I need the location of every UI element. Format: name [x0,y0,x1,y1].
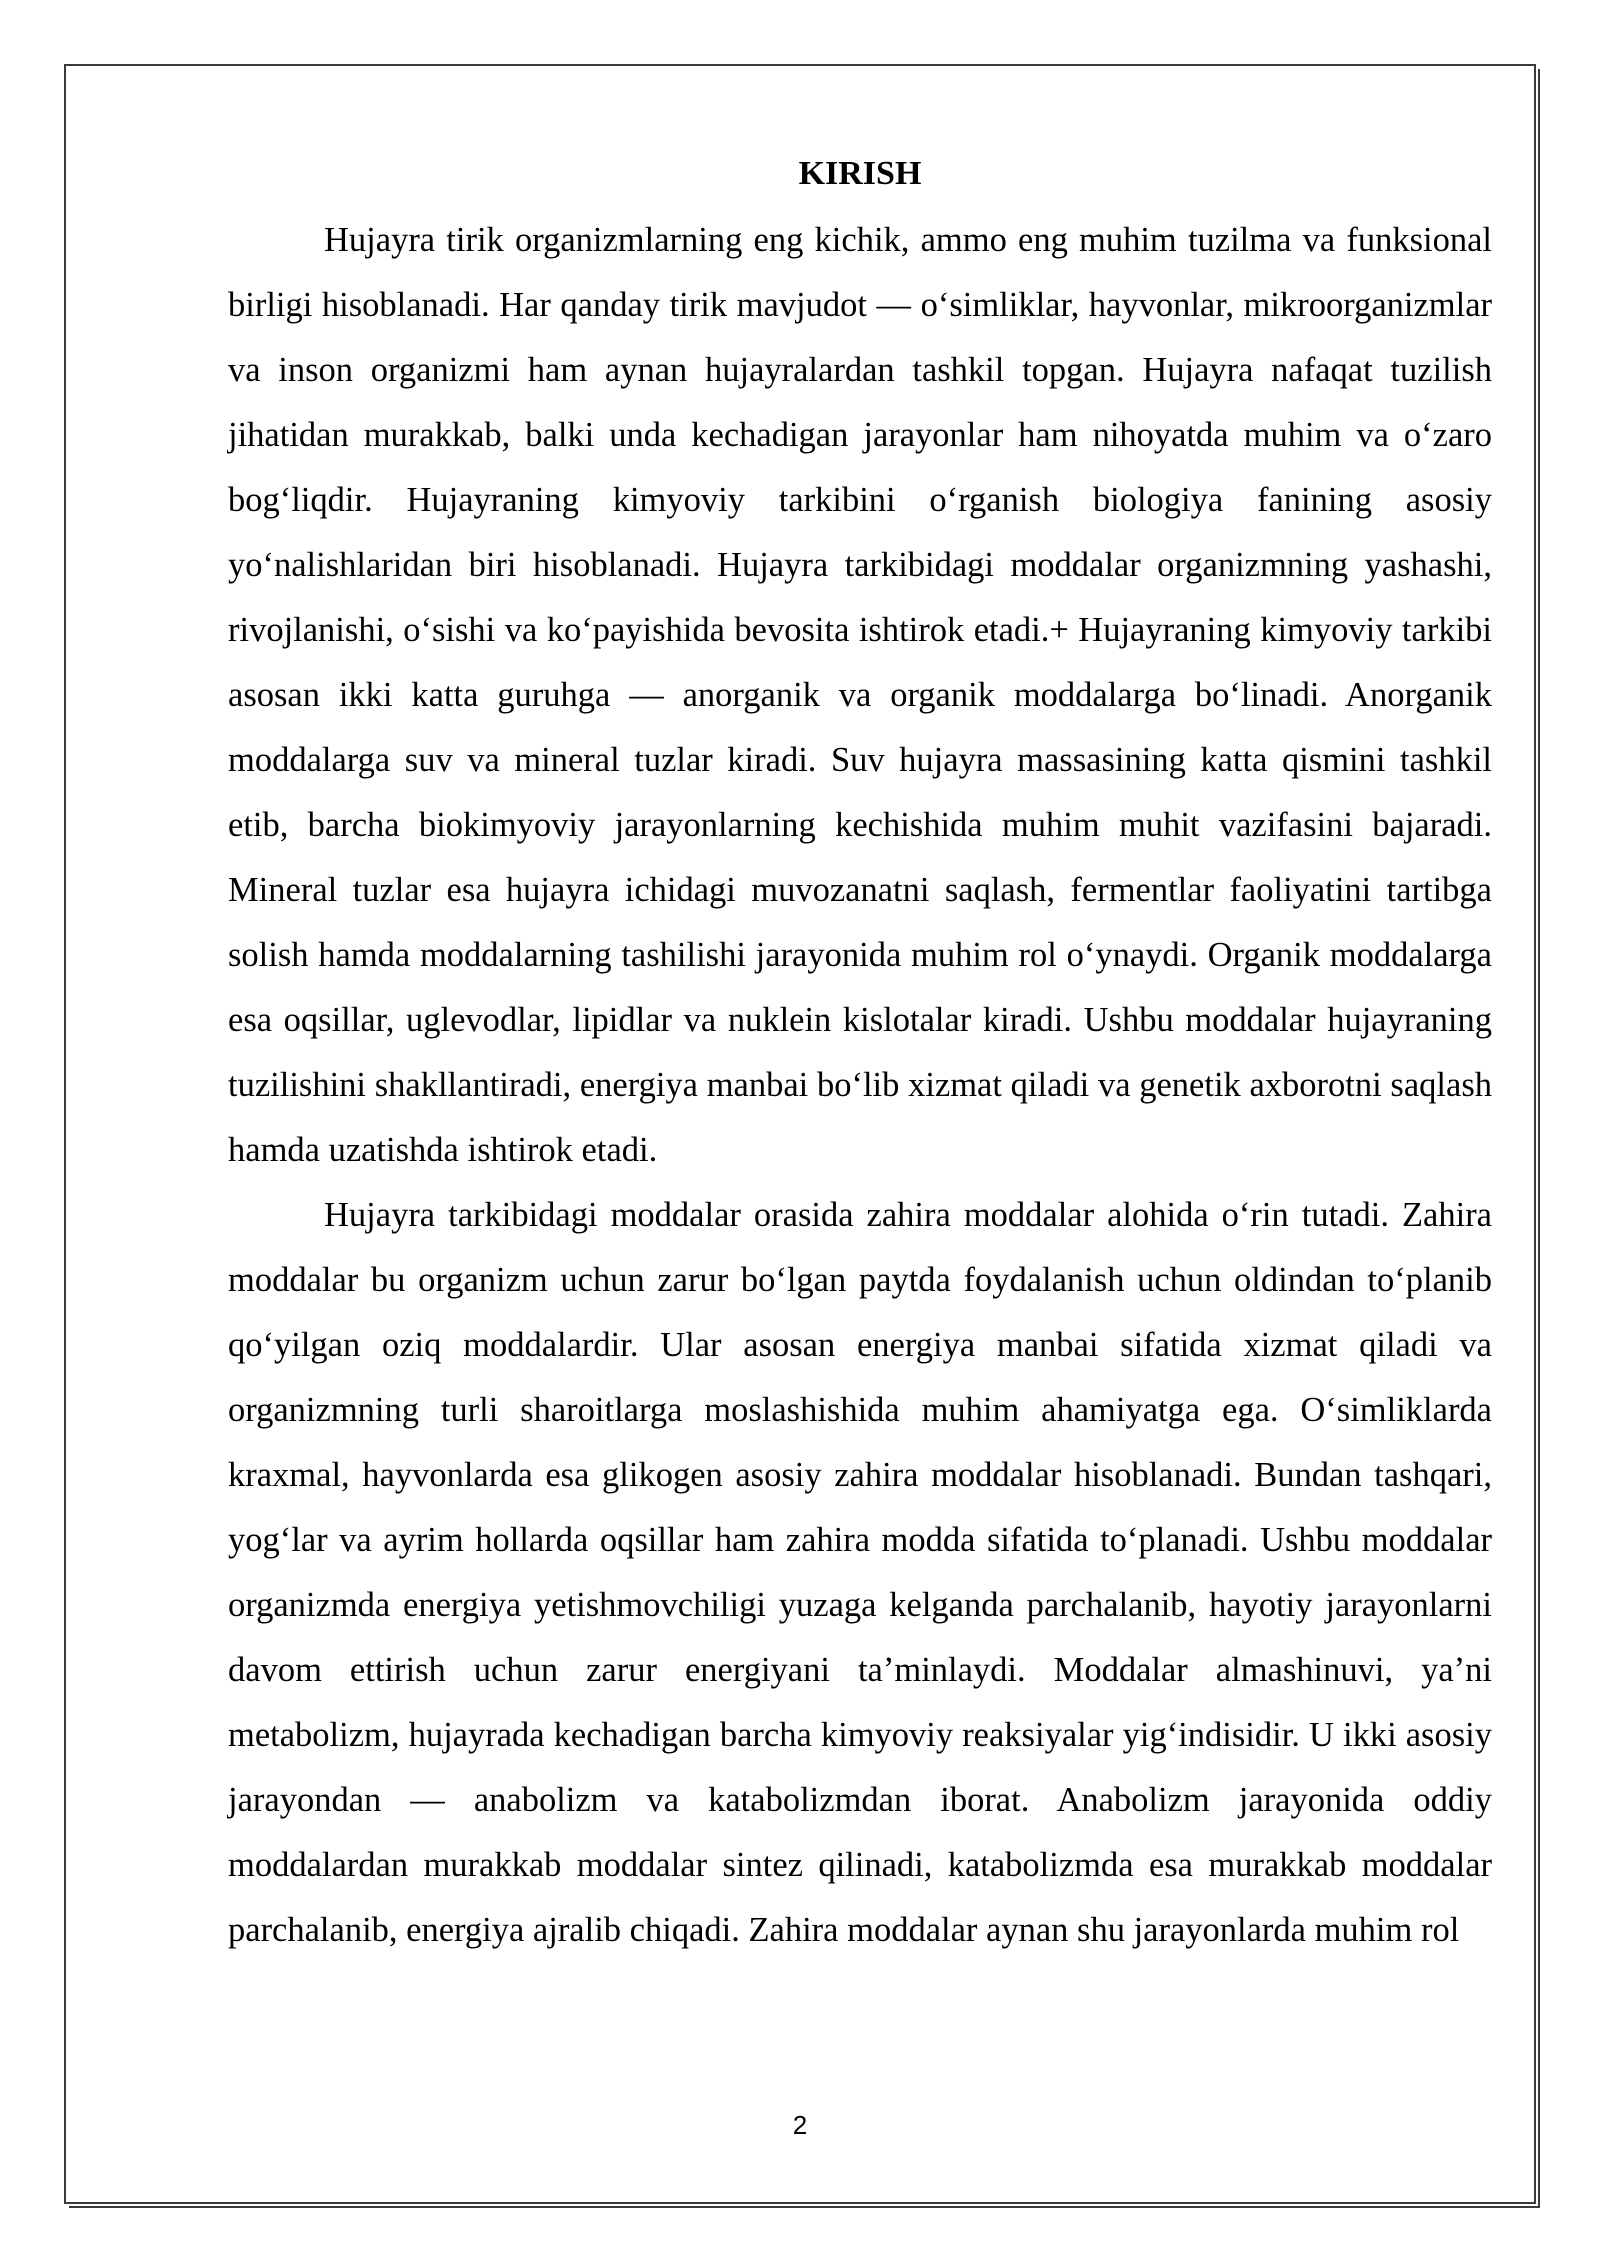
document-body [228,148,1492,1963]
page-number: 2 [792,2110,808,2140]
paragraph-2: Hujayra tarkibidagi moddalar orasida zahira moddalar alohida oʻrin tutadi. Zahira moddalar bu organizm uchun zarur boʻlgan paytda foydalanish uchun oldindan toʻplanib qoʻyilgan oziq moddalardir. Ular asosan energiya manbai sifatida xizmat qiladi va organizmning turli sharoitlarga moslashishida muhim ahamiyatga ega. Oʻsimliklarda kraxmal, hayvonlarda esa glikogen asosiy zahira moddalar hisoblanadi. Bundan tashqari, yogʻlar va ayrim hollarda oqsillar ham zahira modda sifatida toʻplanadi. Ushbu moddalar organizmda energiya yetishmovchiligi yuzaga kelganda parchalanib, hayotiy jarayonlarni davom ettirish uchun zarur energiyani taʼminlaydi. Moddalar almashinuvi, yaʼni metabolizm, hujayrada kechadigan barcha kimyoviy reaksiyalar yigʻindisidir. U ikki asosiy jarayondan — anabolizm va katabolizmdan iborat. Anabolizm jarayonida oddiy moddalardan murakkab moddalar sintez qilinadi, katabolizmda esa murakkab moddalar parchalanib, energiya ajralib chiqadi. Zahira moddalar aynan shu jarayonlarda muhim rol [228,1196,1492,1949]
paragraph-1: Hujayra tirik organizmlarning eng kichik, ammo eng muhim tuzilma va funksional birligi hisoblanadi. Har qanday tirik mavjudot — oʻsimliklar, hayvonlar, mikroorganizmlar va inson organizmi ham aynan hujayralardan tashkil topgan. Hujayra nafaqat tuzilish jihatidan murakkab, balki unda kechadigan jarayonlar ham nihoyatda muhim va oʻzaro bogʻliqdir. Hujayraning kimyoviy tarkibini oʻrganish biologiya fanining asosiy yoʻnalishlaridan biri hisoblanadi. Hujayra tarkibidagi moddalar organizmning yashashi, rivojlanishi, oʻsishi va koʻpayishida bevosita ishtirok etadi.+ Hujayraning kimyoviy tarkibi asosan ikki katta guruhga — anorganik va organik moddalarga boʻlinadi. Anorganik moddalarga suv va mineral tuzlar kiradi. Suv hujayra massasining katta qismini tashkil etib, barcha biokimyoviy jarayonlarning kechishida muhim muhit vazifasini bajaradi. Mineral tuzlar esa hujayra ichidagi muvozanatni saqlash, fermentlar faoliyatini tartibga solish hamda moddalarning tashilishi jarayonida muhim rol oʻynaydi. Organik moddalarga esa oqsillar, uglevodlar, lipidlar va nuklein kislotalar kiradi. Ushbu moddalar hujayraning tuzilishini shakllantiradi, energiya manbai boʻlib xizmat qiladi va genetik axborotni saqlash hamda uzatishda ishtirok etadi. [228,221,1492,1169]
section-title: KIRISH [798,155,922,192]
